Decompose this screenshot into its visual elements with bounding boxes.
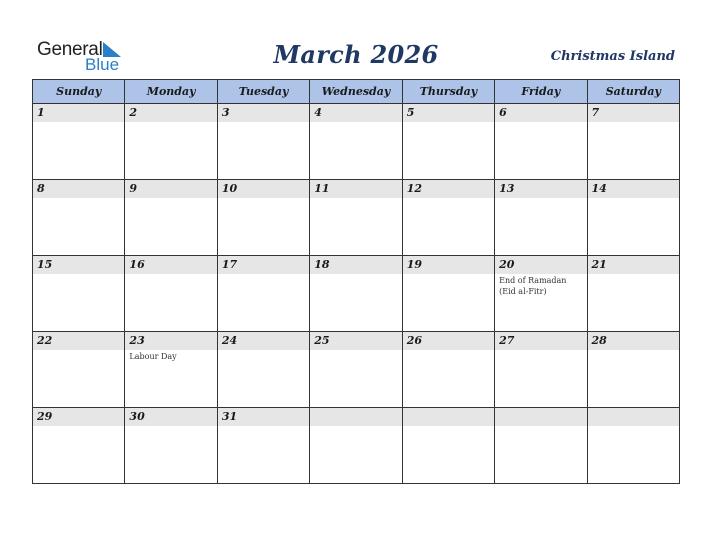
day-number: 24 <box>218 332 309 350</box>
day-number: 12 <box>403 180 494 198</box>
day-cell[interactable] <box>495 104 587 180</box>
weekday-header: Thursday <box>402 80 494 104</box>
day-cell[interactable] <box>402 180 494 256</box>
day-cell[interactable] <box>125 408 217 484</box>
day-cell[interactable] <box>587 104 679 180</box>
day-number: 2 <box>125 104 216 122</box>
page-title: March 2026 <box>273 40 439 69</box>
weekday-header-row <box>33 80 680 104</box>
day-number: 15 <box>33 256 124 274</box>
day-number: 22 <box>33 332 124 350</box>
day-cell[interactable] <box>402 256 494 332</box>
day-number: 3 <box>218 104 309 122</box>
day-number: 4 <box>310 104 401 122</box>
day-number: 23 <box>125 332 216 350</box>
day-cell[interactable] <box>217 332 309 408</box>
day-number <box>403 408 494 426</box>
day-number <box>495 408 586 426</box>
day-number: 20 <box>495 256 586 274</box>
day-cell[interactable] <box>33 180 125 256</box>
day-cell[interactable] <box>310 332 402 408</box>
weekday-header: Monday <box>125 80 217 104</box>
day-number: 18 <box>310 256 401 274</box>
day-number: 26 <box>403 332 494 350</box>
calendar-body <box>33 104 680 484</box>
day-cell[interactable] <box>217 180 309 256</box>
day-number: 30 <box>125 408 216 426</box>
day-cell[interactable] <box>587 408 679 484</box>
day-number <box>310 408 401 426</box>
day-number: 1 <box>33 104 124 122</box>
week-row <box>33 104 680 180</box>
day-cell[interactable] <box>310 256 402 332</box>
day-cell[interactable] <box>495 332 587 408</box>
day-number: 10 <box>218 180 309 198</box>
day-number: 5 <box>403 104 494 122</box>
day-number: 29 <box>33 408 124 426</box>
day-cell[interactable] <box>33 408 125 484</box>
day-cell[interactable] <box>33 256 125 332</box>
day-number: 7 <box>588 104 679 122</box>
weekday-header: Sunday <box>33 80 125 104</box>
region-label: Christmas Island <box>550 49 675 64</box>
day-number: 31 <box>218 408 309 426</box>
day-cell[interactable] <box>402 408 494 484</box>
week-row <box>33 256 680 332</box>
calendar-grid <box>32 79 680 484</box>
day-number: 6 <box>495 104 586 122</box>
weekday-header: Saturday <box>587 80 679 104</box>
day-cell[interactable] <box>33 332 125 408</box>
day-number: 17 <box>218 256 309 274</box>
day-number: 8 <box>33 180 124 198</box>
weekday-header: Wednesday <box>310 80 402 104</box>
day-cell[interactable] <box>495 408 587 484</box>
day-number: 11 <box>310 180 401 198</box>
day-cell[interactable] <box>217 408 309 484</box>
logo-text-general: General <box>37 39 103 60</box>
holiday-label: End of Ramadan (Eid al-Fitr) <box>499 276 567 296</box>
day-number: 21 <box>588 256 679 274</box>
day-number: 14 <box>588 180 679 198</box>
day-cell[interactable] <box>125 256 217 332</box>
day-cell[interactable] <box>587 256 679 332</box>
day-cell[interactable] <box>217 256 309 332</box>
day-number <box>588 408 679 426</box>
day-number: 19 <box>403 256 494 274</box>
week-row <box>33 332 680 408</box>
day-number: 9 <box>125 180 216 198</box>
day-cell[interactable] <box>310 180 402 256</box>
day-cell[interactable] <box>402 104 494 180</box>
day-number: 16 <box>125 256 216 274</box>
day-cell[interactable] <box>587 332 679 408</box>
day-number: 28 <box>588 332 679 350</box>
day-cell[interactable] <box>402 332 494 408</box>
day-cell[interactable] <box>125 180 217 256</box>
day-number: 27 <box>495 332 586 350</box>
logo <box>37 40 127 74</box>
day-cell[interactable] <box>125 104 217 180</box>
holiday-label: Labour Day <box>129 352 177 361</box>
day-cell[interactable] <box>495 256 587 332</box>
weekday-header: Tuesday <box>217 80 309 104</box>
day-number: 25 <box>310 332 401 350</box>
week-row <box>33 408 680 484</box>
weekday-header: Friday <box>495 80 587 104</box>
day-cell[interactable] <box>217 104 309 180</box>
day-number: 13 <box>495 180 586 198</box>
logo-text-blue: Blue <box>85 55 120 74</box>
week-row <box>33 180 680 256</box>
day-cell[interactable] <box>125 332 217 408</box>
day-cell[interactable] <box>495 180 587 256</box>
day-cell[interactable] <box>310 104 402 180</box>
day-cell[interactable] <box>310 408 402 484</box>
day-cell[interactable] <box>33 104 125 180</box>
day-cell[interactable] <box>587 180 679 256</box>
